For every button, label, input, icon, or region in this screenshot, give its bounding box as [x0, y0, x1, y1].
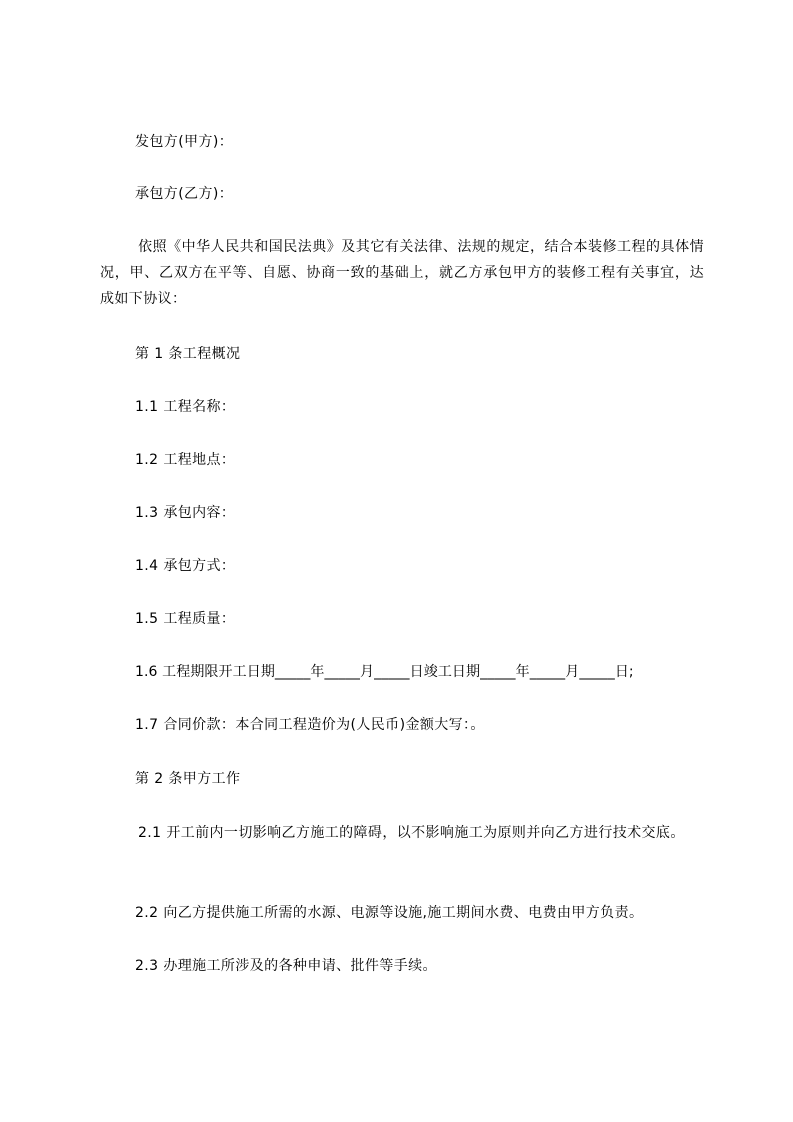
- clause-1-2: 1.2 工程地点：: [135, 452, 236, 468]
- party-b-line: 承包方(乙方)：: [135, 186, 234, 202]
- clause-2-1: 2.1 开工前内一切影响乙方施工的障碍，以不影响施工为原则并向乙方进行技术交底。: [138, 825, 685, 841]
- article-2-heading: 第 2 条甲方工作: [135, 771, 241, 787]
- preamble-paragraph: [100, 234, 704, 312]
- clause-2-1-paragraph: [100, 820, 704, 846]
- clause-1-6: 1.6 工程期限开工日期_____年_____月_____日竣工日期_____年_____月_____日;: [135, 664, 634, 680]
- party-a-line: 发包方(甲方)：: [135, 134, 234, 150]
- clause-1-5: 1.5 工程质量：: [135, 611, 236, 627]
- preamble-text: 依照《中华人民共和国民法典》及其它有关法律、法规的规定，结合本装修工程的具体情况，甲、乙双方在平等、自愿、协商一致的基础上，就乙方承包甲方的装修工程有关事宜，达成如下协议：: [100, 239, 704, 307]
- clause-2-3: 2.3 办理施工所涉及的各种申请、批件等手续。: [135, 958, 437, 974]
- clause-1-1: 1.1 工程名称：: [135, 399, 236, 415]
- article-1-heading: 第 1 条工程概况: [135, 346, 241, 362]
- clause-1-3: 1.3 承包内容：: [135, 505, 236, 521]
- clause-1-7: 1.7 合同价款：本合同工程造价为(人民币)金额大写：。: [135, 717, 485, 733]
- clause-1-4: 1.4 承包方式：: [135, 558, 236, 574]
- clause-2-2: 2.2 向乙方提供施工所需的水源、电源等设施,施工期间水费、电费由甲方负责。: [135, 905, 644, 921]
